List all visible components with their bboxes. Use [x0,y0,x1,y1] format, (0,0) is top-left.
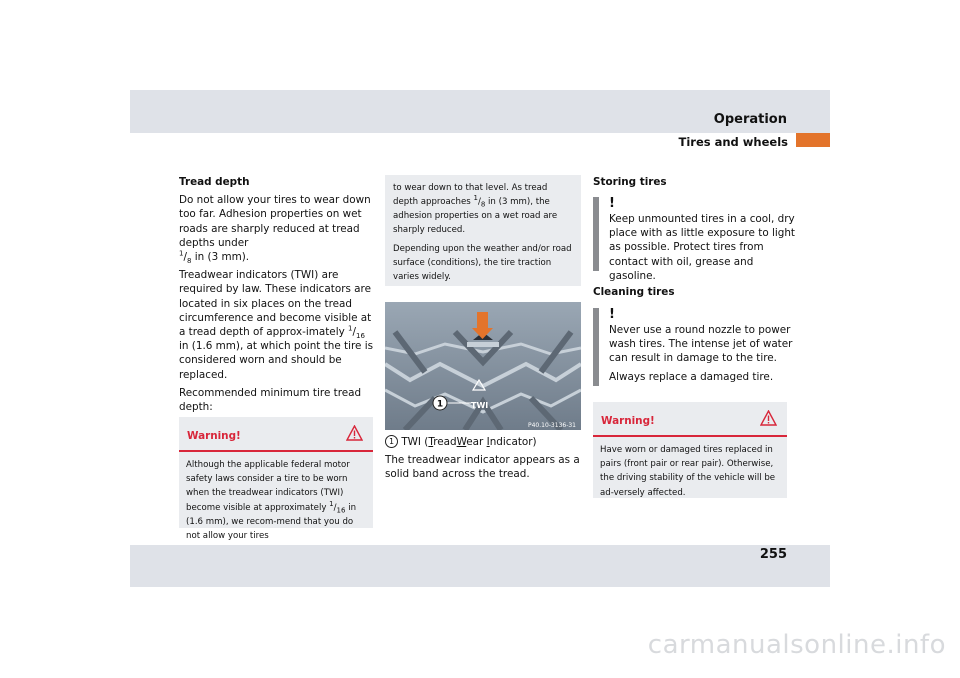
section-title: Operation [713,112,787,127]
caution-icon: ! [609,307,615,322]
warning-box-tread [179,417,373,542]
caption-line: 1 TWI (TreadWear Indicator) [385,435,585,449]
caution-cleaning-text-2: Always replace a damaged tire. [609,370,774,383]
twi-paragraph: Treadwear indicators (TWI) are required by law. These indicators are located in six places on the tread circumference and become visible at a tread depth of approx-imately $^1/_{16}$ in (1.6 mm), at which point the tire is considered worn and should be replaced. [179,269,374,381]
callout-number-icon: 1 [385,435,398,448]
warning-header [179,417,373,452]
caution-icon: ! [609,196,615,211]
caution-cleaning-text-1: Never use a round nozzle to power wash tires. The intense jet of water can result in damage to the tire. [609,324,793,365]
warning-continuation-box [385,175,581,286]
tire-tread-image [385,302,581,430]
page-number: 255 [759,547,787,562]
figure-code: P40.10-3136-31 [527,422,576,429]
warning-triangle-icon [760,410,777,430]
warning-box-replace [593,402,787,498]
footer-band [130,545,830,587]
column-left [179,175,375,457]
section-marker [796,133,830,147]
caption-description: The treadwear indicator appears as a solid band across the tread. [385,454,580,481]
warning-text: Have worn or damaged tires replaced in pairs (front pair or rear pair). Otherwise, the driving stability of the vehicle will be ad-versely affected. [600,445,776,498]
note-paragraph-1: to wear down to that level. As tread depth approaches $^1/_8$ in (3 mm), the adhesion properties on a wet road are sharply reduced. [393,183,558,235]
recommended-depth-text: Recommended minimum tire tread depth: [179,386,362,414]
cleaning-heading: Cleaning tires [593,286,675,298]
warning-title: Warning! [187,430,241,442]
figure-caption [385,435,585,486]
tread-depth-heading: Tread depth [179,176,250,188]
caution-storing [593,196,796,282]
callout-1: 1 [436,399,444,410]
warning-header [593,402,787,437]
tread-depth-paragraph: Do not allow your tires to wear down too far. Adhesion properties on wet roads are sharply reduced at tread depths under $^1/_8$ in (3 mm). [179,194,371,266]
twi-label: TWI [471,401,489,410]
watermark: carmanualsonline.info [647,630,946,660]
subsection-title: Tires and wheels [678,135,788,149]
storing-heading: Storing tires [593,176,667,188]
warning-text: Although the applicable federal motor safety laws consider a tire to be worn when the treadwear indicators (TWI) become visible at approximately $^1/_{16}$ in (1.6 mm), we recom-mend that you do not allow your tires [186,460,357,542]
caution-storing-text: Keep unmounted tires in a cool, dry place with as little exposure to light as possible. Protect tires from contact with oil, grease and gasoline. [609,213,796,282]
warning-title: Warning! [601,415,655,427]
note-paragraph-2: Depending upon the weather and/or road surface (conditions), the tire traction varies widely. [393,244,572,282]
warning-triangle-icon [346,425,363,445]
caution-cleaning [593,308,795,386]
